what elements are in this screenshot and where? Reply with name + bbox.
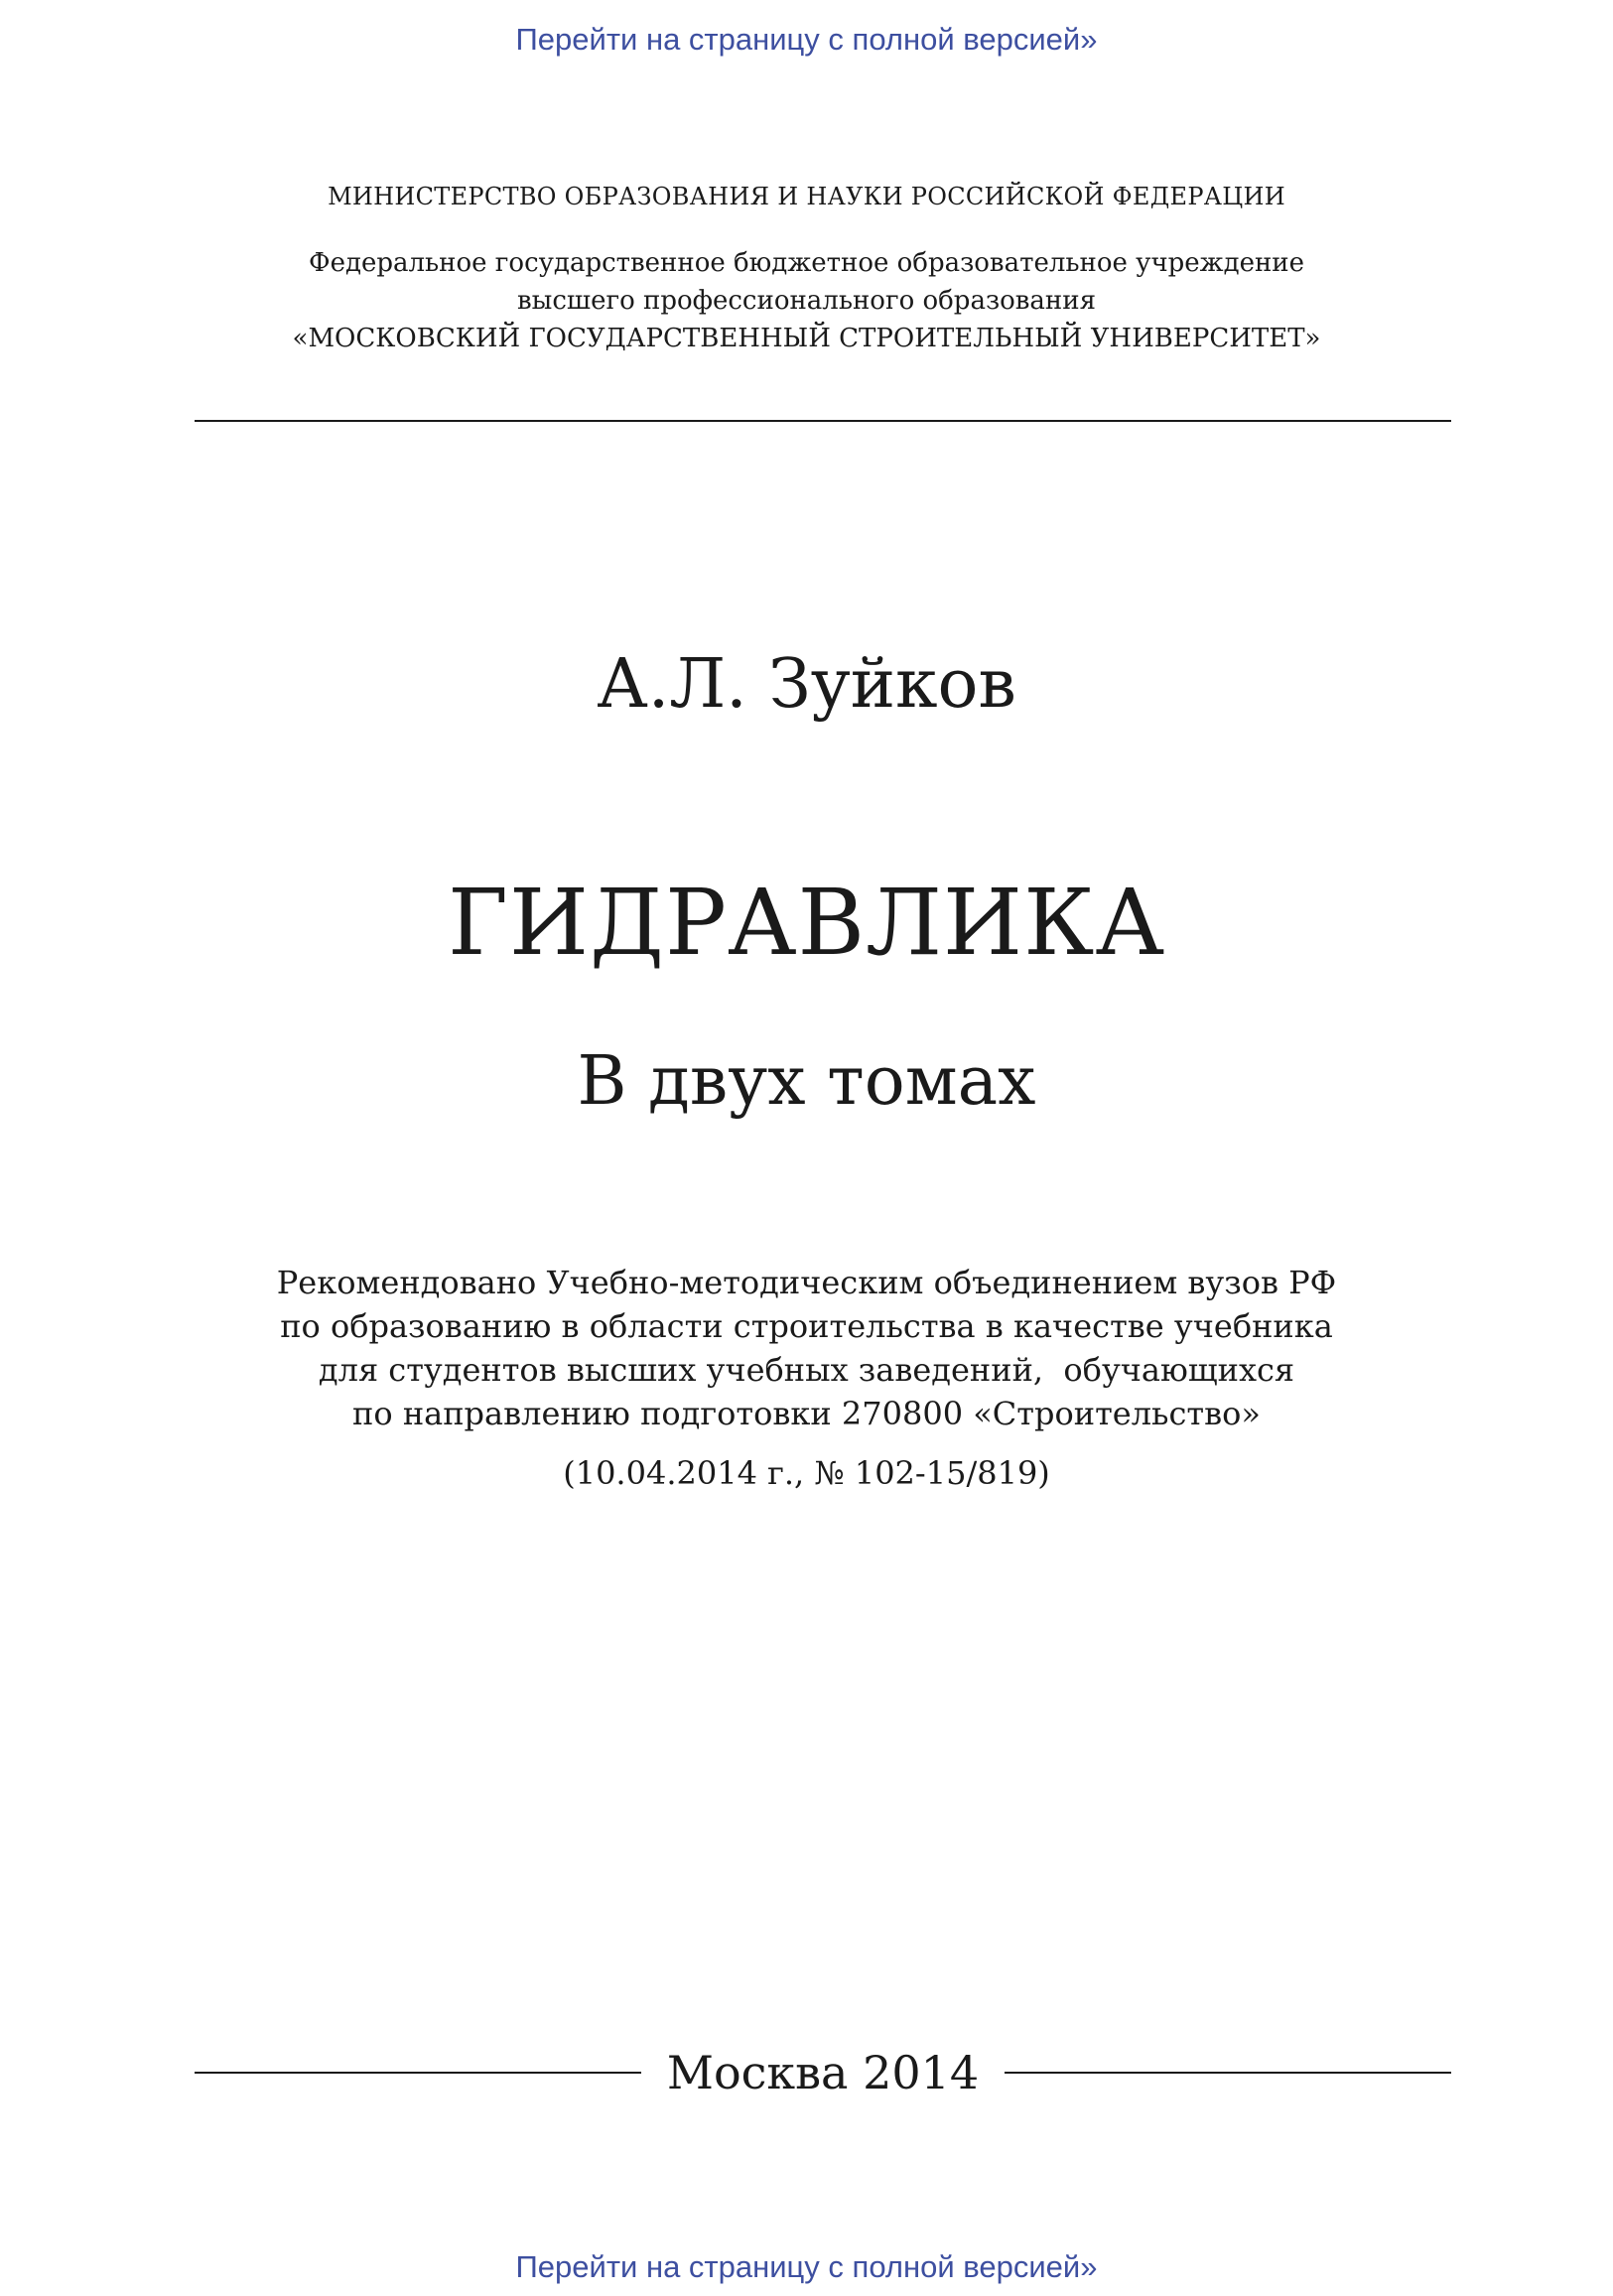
recommendation-line: Рекомендовано Учебно-методическим объединением вузов РФ: [276, 1264, 1337, 1301]
institution-line: Федеральное государственное бюджетное образовательное учреждение: [308, 248, 1305, 278]
full-version-link-bottom[interactable]: Перейти на страницу с полной версией»: [515, 2249, 1098, 2284]
footer-divider-right: [1005, 2072, 1451, 2074]
city-year: Москва 2014: [666, 2046, 980, 2099]
institution-line: высшего профессионального образования: [517, 286, 1096, 316]
author-name: А.Л. Зуйков: [597, 645, 1016, 724]
book-subtitle: В двух томах: [577, 1042, 1036, 1121]
top-divider: [195, 420, 1451, 422]
footer-divider-left: [195, 2072, 641, 2074]
ministry-heading: МИНИСТЕРСТВО ОБРАЗОВАНИЯ И НАУКИ РОССИЙСКОЙ ФЕДЕРАЦИИ: [328, 183, 1285, 210]
institution-block: [0, 244, 1613, 357]
footer-imprint: [195, 2045, 1451, 2100]
recommendation-line: для студентов высших учебных заведений, обучающихся: [318, 1351, 1295, 1389]
book-title: ГИДРАВЛИКА: [448, 870, 1165, 976]
recommendation-block: [0, 1261, 1613, 1435]
full-version-link-top[interactable]: Перейти на страницу с полной версией»: [515, 22, 1098, 57]
institution-line: «МОСКОВСКИЙ ГОСУДАРСТВЕННЫЙ СТРОИТЕЛЬНЫЙ УНИВЕРСИТЕТ»: [292, 324, 1321, 353]
recommendation-line: по образованию в области строительства в качестве учебника: [280, 1307, 1333, 1345]
approval-reference: (10.04.2014 г., № 102-15/819): [563, 1454, 1050, 1492]
recommendation-line: по направлению подготовки 270800 «Строительство»: [352, 1395, 1261, 1432]
